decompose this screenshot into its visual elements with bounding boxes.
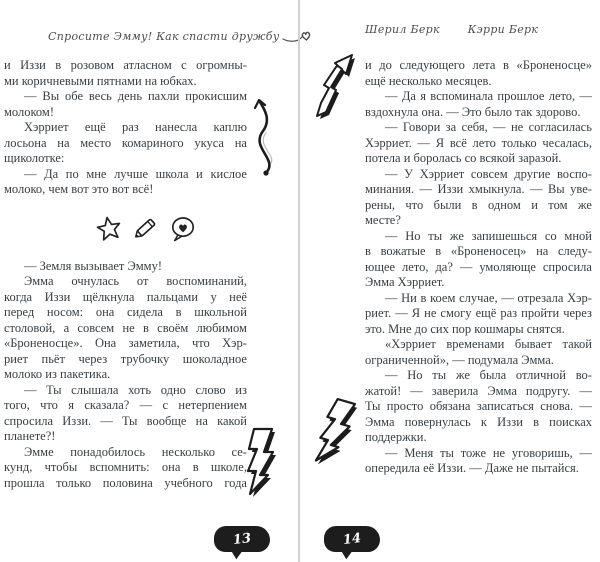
text-line: когда Иззи щёлкнула пальцами у неё <box>4 289 247 304</box>
text-line: перед носом: она сидела в школьной <box>4 305 247 319</box>
text-line: это. Мне до сих пор кошмары снятся. <box>365 321 565 336</box>
right-running-header <box>365 23 538 36</box>
text-line: ми коричневыми пятнами на юбках. <box>4 73 197 88</box>
text-line: рены, что были в одном и том же <box>365 197 592 212</box>
text-line: — Вы обе весь день пахли прокисшим <box>24 89 247 103</box>
text-line: — Ты слышала хоть одно слово из <box>24 382 247 397</box>
text-line: жатой! — заверила Эмма подругу. — <box>365 383 592 398</box>
text-line: Хэрриет ещё раз нанесла каплю <box>24 120 247 134</box>
text-line: ограниченной», — подумала Эмма. <box>365 352 554 367</box>
text-line: — Ни в коем случае, — отрезала Хэр- <box>385 290 592 305</box>
text-line: риет пьёт через трубочку шоколадное <box>4 351 247 366</box>
right-text-block <box>365 58 592 477</box>
text-line: поддержки. <box>365 430 427 444</box>
left-text-block-top <box>4 58 247 198</box>
text-line: прошла только половина учебного года <box>4 475 247 490</box>
text-line: щиколотке: <box>4 151 65 165</box>
text-line: месте? <box>365 213 401 227</box>
text-line: — Да я вспоминала прошлое лето, — <box>385 89 592 103</box>
text-line: — Меня ты тоже не уговоришь, — <box>385 445 592 460</box>
text-line: вздохнула она. — Это было так здорово. <box>365 104 581 119</box>
text-line: «Хэрриет временами бывает такой <box>385 337 592 351</box>
text-line: Эмме понадобилось несколько се- <box>24 444 247 459</box>
text-line: того, что я сказала? — с нетерпением <box>4 398 247 412</box>
text-line: Ты просто обязана записаться снова. — <box>365 399 592 413</box>
text-line: «Броненосце». Она заметила, что Хэр- <box>4 336 247 350</box>
text-line: — У Хэрриет совсем другие воспо- <box>385 166 592 181</box>
text-line: — Но ты же была отличной во- <box>385 368 592 382</box>
text-line: спросила Иззи. — Ты вообще на какой <box>4 413 247 428</box>
text-line: молоко, чем вот это вот всё! <box>4 182 154 196</box>
page-number-bubble-right <box>324 526 380 552</box>
text-line: ещё несколько месяцев. <box>365 73 492 88</box>
section-divider <box>4 198 247 259</box>
text-line: — Но ты же запишешься со мной <box>385 228 592 243</box>
text-line: и Иззи в розовом атласном с огромны- <box>4 58 247 72</box>
left-text-column <box>4 58 247 491</box>
text-line: — Говори за себя, — не согласилась <box>385 120 592 134</box>
author-name-1: Шерил Берк <box>365 23 440 36</box>
text-line: Хэрриет. — Я всё лето только чесалась, <box>365 135 592 150</box>
text-line: лосьона на место комариного укуса на <box>4 135 247 150</box>
page-number-left: 13 <box>232 530 252 548</box>
text-line: Эмма Хэрриет. <box>365 275 445 289</box>
text-line: — Да по мне лучше школа и кислое <box>24 166 247 181</box>
squiggle-arrow-doodle <box>244 93 286 179</box>
lightning-bolt-doodle <box>240 426 284 500</box>
text-line: Эмма повернулась к Иззи в поисках <box>365 414 592 429</box>
text-line: опередила её Иззи. — Даже не пытайся. <box>365 461 579 475</box>
page-number-right: 14 <box>342 530 362 548</box>
right-text-column <box>365 58 592 477</box>
text-line: планете?! <box>4 429 56 443</box>
text-line: в вожатые в «Броненосец» на следу- <box>365 244 592 258</box>
text-line: ющее лето, да? — умоляюще спросила <box>365 259 592 274</box>
left-header-title: Спросите Эмму! Как спасти дружбу <box>48 30 280 43</box>
text-line: — Земля вызывает Эмму! <box>24 258 163 273</box>
page-number-bubble-left <box>214 526 270 552</box>
heart-speech-bubble-icon <box>170 215 196 242</box>
text-line: и до следующего лета в «Броненосце» <box>365 58 592 72</box>
star-icon <box>96 215 122 242</box>
page-right <box>300 0 600 562</box>
text-line: Эмма очнулась от воспоминаний, <box>24 274 247 288</box>
lightning-bolt-doodle <box>312 397 360 471</box>
left-text-block-bottom <box>4 259 247 492</box>
text-line: кунд, чтобы вспомнить: она в школе, <box>4 460 247 474</box>
text-line: риет. — Я не смогу ещё раз пройти через <box>365 306 592 320</box>
author-name-2: Кэрри Берк <box>467 23 539 36</box>
left-running-header <box>48 26 280 44</box>
pencil-icon <box>131 214 161 242</box>
text-line: минания. — Иззи хмыкнула. — Вы уве- <box>365 182 592 196</box>
text-line: молоком! <box>4 104 55 119</box>
zigzag-arrow-doodle <box>308 53 364 119</box>
text-line: потела и боролась со всякой заразой. <box>365 151 562 165</box>
text-line: молоко из пакетика. <box>4 367 111 381</box>
text-line: столовой, а совсем не в своём любимом <box>4 320 247 335</box>
